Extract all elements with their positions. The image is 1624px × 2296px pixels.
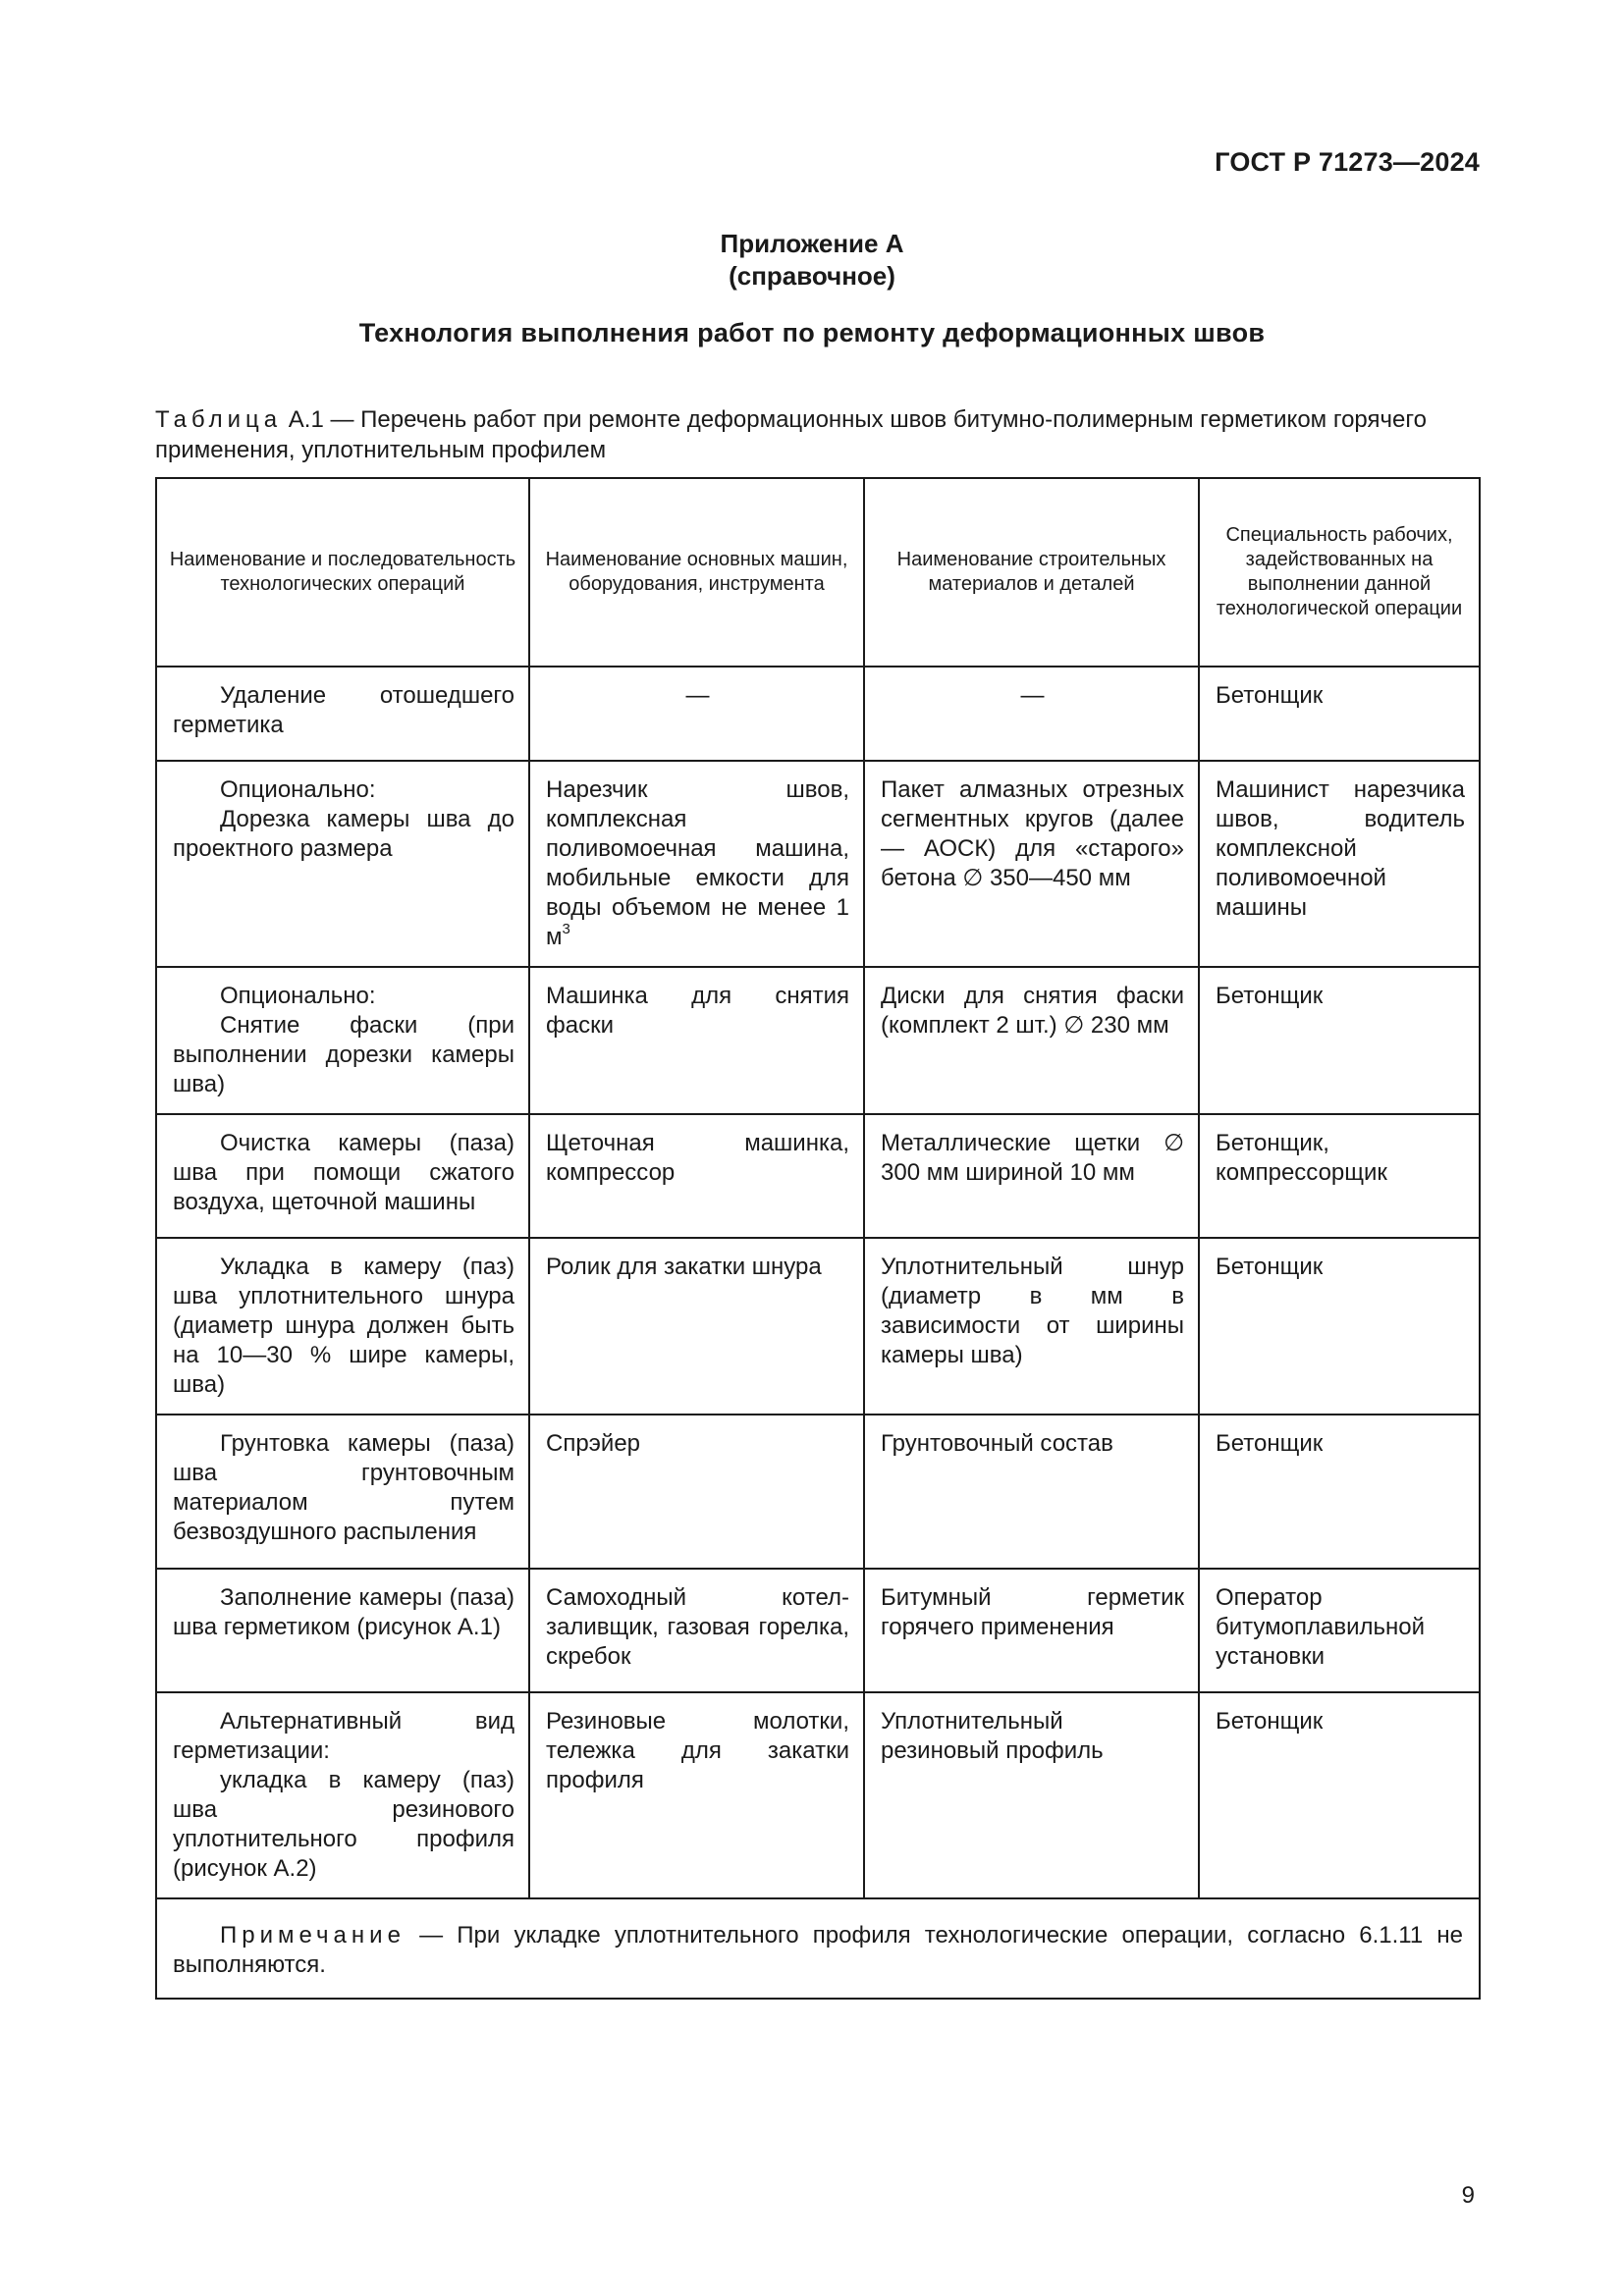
superscript: 3 [562, 921, 570, 937]
table-note [156, 1898, 1480, 1999]
cell-specialty: Бетонщик, компрессорщик [1199, 1114, 1480, 1238]
cell-machines [529, 761, 864, 967]
operation-prefix: Опционально: [220, 983, 376, 1009]
table-caption-text: А.1 — Перечень работ при ремонте деформационных швов битумно-полимерным герметиком горячего применения, уплотнительным профилем [155, 406, 1427, 463]
table-row [156, 667, 1480, 761]
operation-text: укладка в камеру (паз) шва резинового уплотнительного профиля (рисунок А.2) [173, 1767, 514, 1882]
cell-specialty: Бетонщик [1199, 667, 1480, 761]
table-note-row [156, 1898, 1480, 1999]
cell-machines: Машинка для снятия фаски [529, 967, 864, 1114]
cell-operation [156, 1692, 529, 1898]
cell-operation [156, 667, 529, 761]
cell-specialty: Оператор битумоплавильной установки [1199, 1569, 1480, 1692]
table-row [156, 1415, 1480, 1569]
cell-machines: Щеточная машинка, компрессор [529, 1114, 864, 1238]
operation-prefix: Альтернативный вид герметизации: [173, 1708, 514, 1764]
machines-text: Нарезчик швов, комплексная поливомоечная машина, мобильные емкости для воды объемом не менее 1 м [546, 776, 849, 950]
header-materials: Наименование строительных материалов и деталей [864, 478, 1199, 667]
header-machines: Наименование основных машин, оборудования, инструмента [529, 478, 864, 667]
operation-text: Дорезка камеры шва до проектного размера [173, 806, 514, 862]
section-title: Технология выполнения работ по ремонту деформационных швов [358, 318, 1266, 347]
cell-machines: Самоходный котел-заливщик, газовая горелка, скребок [529, 1569, 864, 1692]
appendix-heading [0, 228, 1624, 293]
page-number: 9 [1461, 2182, 1475, 2209]
cell-specialty: Бетонщик [1199, 1415, 1480, 1569]
operation-text: Удаление отошедшего герметика [173, 682, 514, 738]
cell-machines: Спрэйер [529, 1415, 864, 1569]
cell-materials: Уплотнительный резиновый профиль [864, 1692, 1199, 1898]
cell-machines: Резиновые молотки, тележка для закатки профиля [529, 1692, 864, 1898]
works-table [155, 477, 1481, 2000]
table-row [156, 1238, 1480, 1415]
operation-text: Грунтовка камеры (паза) шва грунтовочным материалом путем безвоздушного распыления [173, 1430, 514, 1545]
appendix-title: Приложение А [720, 229, 904, 258]
operation-text: Снятие фаски (при выполнении дорезки камеры шва) [173, 1012, 514, 1097]
operation-text: Заполнение камеры (паза) шва герметиком (рисунок А.1) [173, 1584, 514, 1640]
cell-machines: — [529, 667, 864, 761]
cell-materials: Уплотнительный шнур (диаметр в мм в зависимости от ширины камеры шва) [864, 1238, 1199, 1415]
table-caption [155, 404, 1476, 465]
cell-specialty: Бетонщик [1199, 1692, 1480, 1898]
operation-text: Укладка в камеру (паз) шва уплотнительного шнура (диаметр шнура должен быть на 10—30 % шире камеры, шва) [173, 1254, 514, 1398]
table-row [156, 761, 1480, 967]
cell-operation [156, 761, 529, 967]
operation-prefix: Опционально: [220, 776, 376, 803]
cell-operation [156, 1114, 529, 1238]
header-specialty: Специальность рабочих, задействованных на выполнении данной технологической операции [1199, 478, 1480, 667]
document-code: ГОСТ Р 71273—2024 [1215, 147, 1480, 177]
table-row [156, 1692, 1480, 1898]
cell-materials: Грунтовочный состав [864, 1415, 1199, 1569]
cell-operation [156, 1238, 529, 1415]
table-header-row [156, 478, 1480, 667]
table-row [156, 967, 1480, 1114]
cell-specialty: Бетонщик [1199, 1238, 1480, 1415]
cell-materials: Диски для снятия фаски (комплект 2 шт.) ∅ 230 мм [864, 967, 1199, 1114]
table-caption-label: Таблица [155, 406, 283, 433]
cell-materials: Пакет алмазных отрезных сегментных кругов (далее — АОСК) для «старого» бетона ∅ 350—450 мм [864, 761, 1199, 967]
note-text: — При укладке уплотнительного профиля технологические операции, согласно 6.1.11 не выполняются. [173, 1922, 1463, 1978]
appendix-subtitle: (справочное) [729, 261, 895, 291]
cell-operation [156, 967, 529, 1114]
operation-text: Очистка камеры (паза) шва при помощи сжатого воздуха, щеточной машины [173, 1130, 514, 1215]
cell-operation [156, 1569, 529, 1692]
note-label: Примечание [220, 1922, 406, 1949]
header-operations: Наименование и последовательность технологических операций [156, 478, 529, 667]
cell-machines: Ролик для закатки шнура [529, 1238, 864, 1415]
cell-specialty: Машинист нарезчика швов, водитель комплексной поливомоечной машины [1199, 761, 1480, 967]
cell-materials: Металлические щетки ∅ 300 мм шириной 10 мм [864, 1114, 1199, 1238]
cell-specialty: Бетонщик [1199, 967, 1480, 1114]
cell-materials: Битумный герметик горячего применения [864, 1569, 1199, 1692]
table-row [156, 1114, 1480, 1238]
cell-materials: — [864, 667, 1199, 761]
cell-operation [156, 1415, 529, 1569]
table-row [156, 1569, 1480, 1692]
